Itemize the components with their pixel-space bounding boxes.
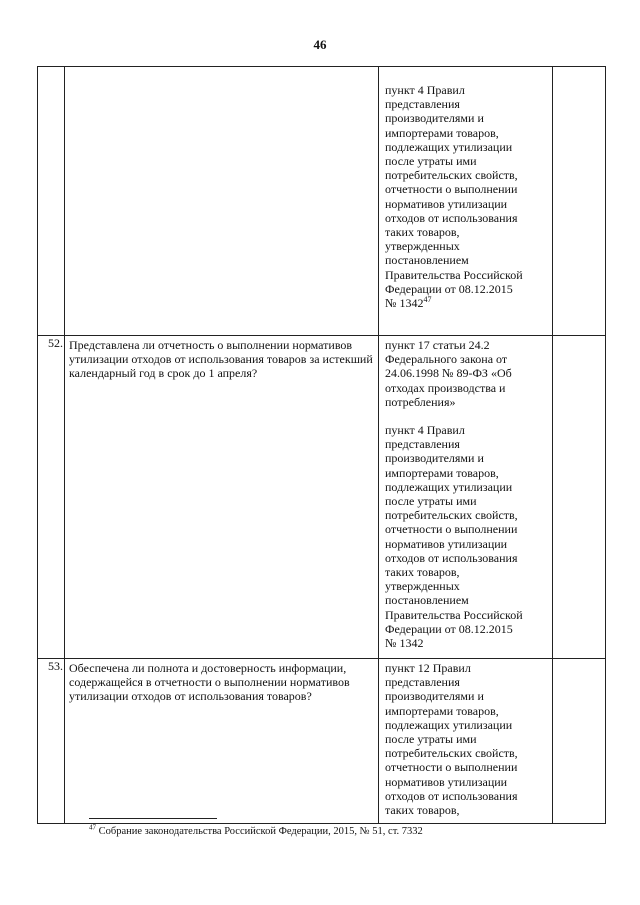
row-answer-cell (553, 336, 606, 659)
row-legal-reference (379, 659, 553, 824)
footnote-divider (89, 818, 217, 819)
row-question: Представлена ли отчетность о выполнении нормативов утилизации отходов от использования товаров за истекший календарный год в срок до 1 апреля? (65, 336, 379, 659)
legal-reference-text: пункт 17 статьи 24.2 Федерального закона от 24.06.1998 № 89-ФЗ «Об отходах производства и потребления» (385, 338, 512, 409)
row-answer-cell (553, 67, 606, 336)
legal-reference-text: пункт 4 Правил представления производителями и импортерами товаров, подлежащих утилизации после утраты ими потребительских свойств, отчетности о выполнении нормативов утилизации отходов от использования таких товаров, утвержденных постановлением Правительства Российской Федерации от 08.12.2015 № 1342 (385, 423, 523, 651)
row-number: 53. (38, 659, 65, 824)
row-number: 52. (38, 336, 65, 659)
footnote-number: 47 (89, 823, 96, 832)
table-row (38, 336, 606, 659)
legal-reference-text: пункт 12 Правил представления производителями и импортерами товаров, подлежащих утилизации после утраты ими потребительских свойств, отчетности о выполнении нормативов утилизации отходов от использования таких товаров, (385, 661, 518, 818)
row-number (38, 67, 65, 336)
row-question (65, 67, 379, 336)
footnote-text: Собрание законодательства Российской Федерации, 2015, № 51, ст. 7332 (98, 826, 423, 837)
checklist-table (37, 66, 606, 824)
footnote (89, 823, 423, 837)
page-number: 46 (313, 37, 327, 52)
row-answer-cell (553, 659, 606, 824)
table-row (38, 659, 606, 824)
footnote-mark: 47 (423, 295, 432, 305)
row-legal-reference (379, 67, 553, 336)
table-row (38, 67, 606, 336)
row-question: Обеспечена ли полнота и достоверность информации, содержащейся в отчетности о выполнении нормативов утилизации отходов от использования товаров? (65, 659, 379, 824)
legal-reference-text: пункт 4 Правил представления производителями и импортерами товаров, подлежащих утилизации после утраты ими потребительских свойств, отчетности о выполнении нормативов утилизации отходов от использования таких товаров, утвержденных постановлением Правительства Российской Федерации от 08.12.2015 № 1342 (385, 83, 523, 311)
row-legal-reference (379, 336, 553, 659)
